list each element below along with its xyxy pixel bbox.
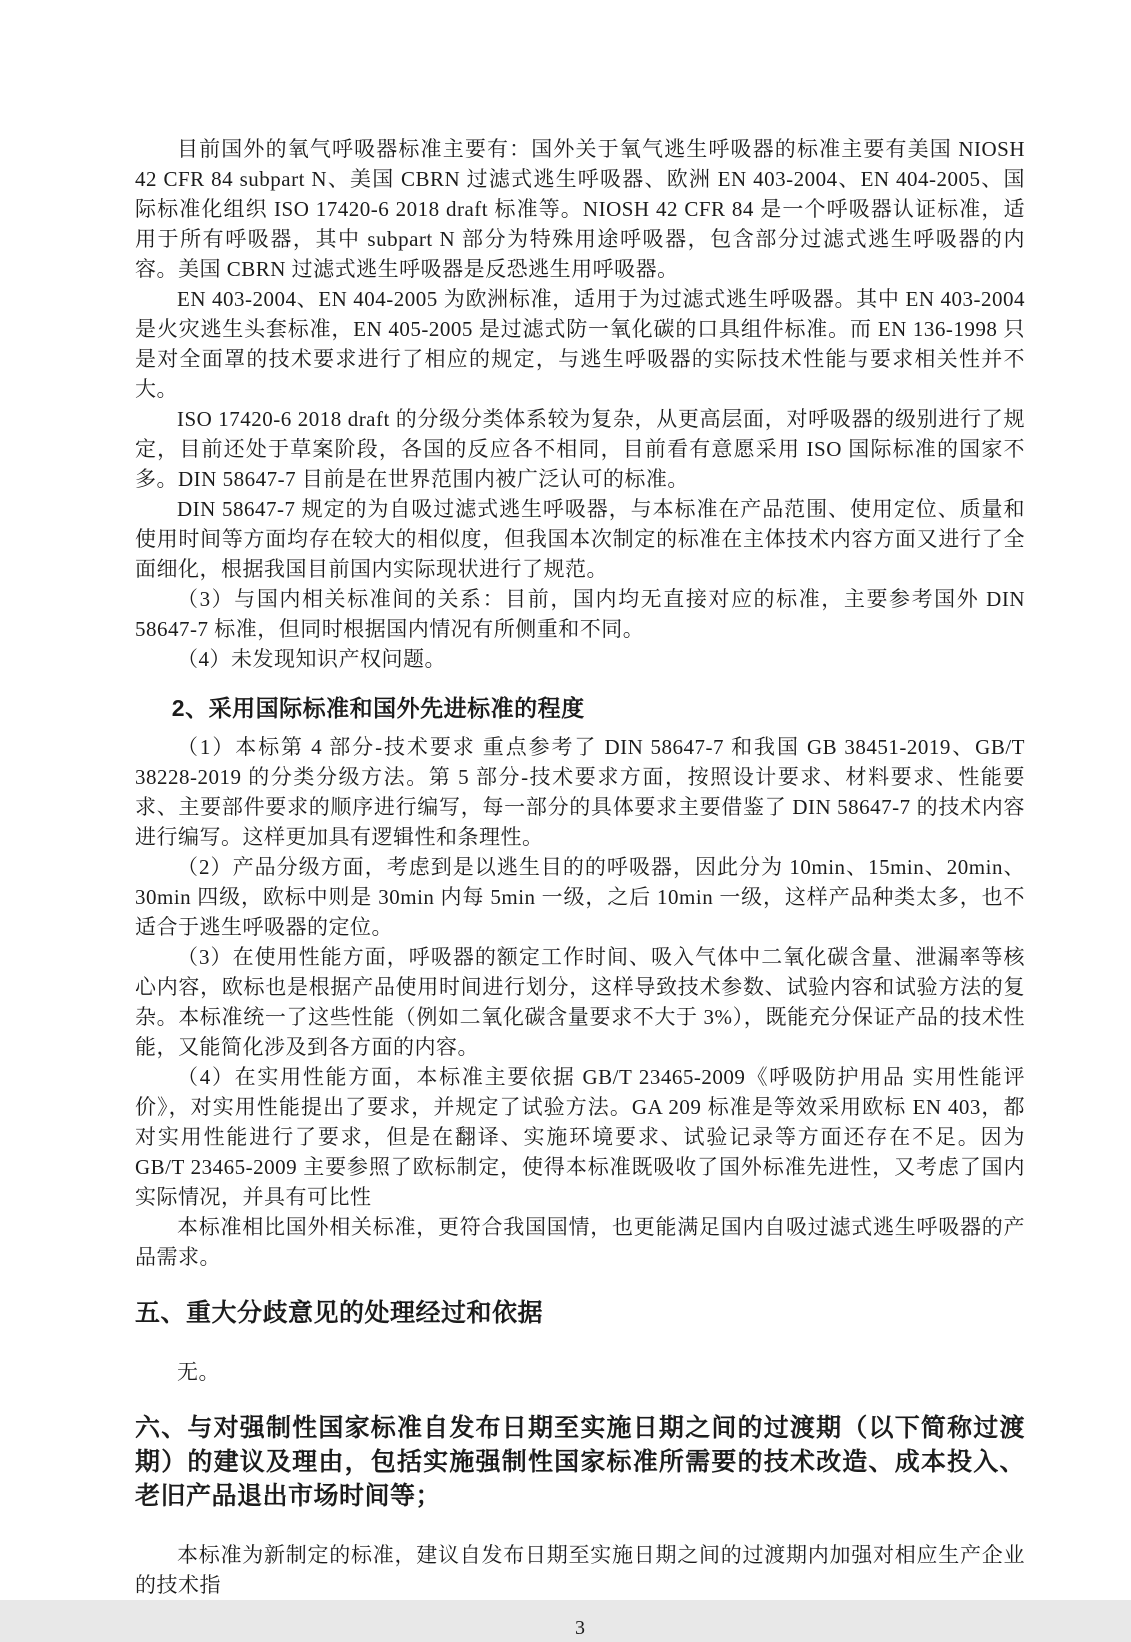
paragraph: DIN 58647-7 规定的为自吸过滤式逃生呼吸器，与本标准在产品范围、使用定位、质量和使用时间等方面均存在较大的相似度，但我国本次制定的标准在主体技术内容方面又进行了全面细化，根据我国目前国内实际现状进行了规范。 xyxy=(135,497,1025,581)
paragraph: （4）在实用性能方面，本标准主要依据 GB/T 23465-2009《呼吸防护用品 实用性能评价》，对实用性能提出了要求，并规定了试验方法。GA 209 标准是等效采用欧标 EN 403，都对实用性能进行了要求，但是在翻译、实施环境要求、试验记录等方面还存在不足。因为 GB/T 23465-2009 主要参照了欧标制定，使得本标准既吸收了国外标准先进性，又考虑了国内实际情况，并具有可比性 xyxy=(135,1065,1025,1209)
paragraph: 无。 xyxy=(177,1360,220,1384)
section-heading: 五、重大分歧意见的处理经过和依据 xyxy=(135,1299,544,1327)
paragraph: EN 403-2004、EN 404-2005 为欧洲标准，适用于为过滤式逃生呼吸器。其中 EN 403-2004 是火灾逃生头套标准，EN 405-2005 是过滤式防一氧化碳的口具组件标准。而 EN 136-1998 只是对全面罩的技术要求进行了相应的规定，与逃生呼吸器的实际技术性能与要求相关性并不大。 xyxy=(135,287,1025,401)
paragraph: （4）未发现知识产权问题。 xyxy=(177,647,446,671)
paragraph: （3）在使用性能方面，呼吸器的额定工作时间、吸入气体中二氧化碳含量、泄漏率等核心内容，欧标也是根据产品使用时间进行划分，这样导致技术参数、试验内容和试验方法的复杂。本标准统一了这些性能（例如二氧化碳含量要求不大于 3%），既能充分保证产品的技术性能，又能简化涉及到各方面的内容。 xyxy=(135,945,1025,1059)
paragraph: 目前国外的氧气呼吸器标准主要有：国外关于氧气逃生呼吸器的标准主要有美国 NIOSH 42 CFR 84 subpart N、美国 CBRN 过滤式逃生呼吸器、欧洲 EN 403-2004、EN 404-2005、国际标准化组织 ISO 17420-6 2018 draft 标准等。NIOSH 42 CFR 84 是一个呼吸器认证标准，适用于所有呼吸器，其中 subpart N 部分为特殊用途呼吸器，包含部分过滤式逃生呼吸器的内容。美国 CBRN 过滤式逃生呼吸器是反恐逃生用呼吸器。 xyxy=(135,137,1025,281)
paragraph: 本标准相比国外相关标准，更符合我国国情，也更能满足国内自吸过滤式逃生呼吸器的产品需求。 xyxy=(135,1215,1025,1269)
paragraph: ISO 17420-6 2018 draft 的分级分类体系较为复杂，从更高层面，对呼吸器的级别进行了规定，目前还处于草案阶段，各国的反应各不相同，目前看有意愿采用 ISO 国际标准的国家不多。DIN 58647-7 目前是在世界范围内被广泛认可的标准。 xyxy=(135,407,1025,491)
page-number: 3 xyxy=(575,1617,585,1639)
section-heading: 六、与对强制性国家标准自发布日期至实施日期之间的过渡期（以下简称过渡期）的建议及理由，包括实施强制性国家标准所需要的技术改造、成本投入、老旧产品退出市场时间等； xyxy=(135,1414,1025,1510)
paragraph: （2）产品分级方面，考虑到是以逃生目的的呼吸器，因此分为 10min、15min、20min、30min 四级，欧标中则是 30min 内每 5min 一级，之后 10min 一级，这样产品种类太多，也不适合于逃生呼吸器的定位。 xyxy=(135,855,1025,939)
paragraph: 本标准为新制定的标准，建议自发布日期至实施日期之间的过渡期内加强对相应生产企业的技术指 xyxy=(135,1543,1025,1597)
document-body xyxy=(135,134,1025,1600)
paragraph: （3）与国内相关标准间的关系：目前，国内均无直接对应的标准，主要参考国外 DIN 58647-7 标准，但同时根据国内情况有所侧重和不同。 xyxy=(135,587,1025,641)
sub-section-heading: 2、采用国际标准和国外先进标准的程度 xyxy=(171,695,585,721)
paragraph: （1）本标第 4 部分-技术要求 重点参考了 DIN 58647-7 和我国 GB 38451-2019、GB/T 38228-2019 的分类分级方法。第 5 部分-技术要求方面，按照设计要求、材料要求、性能要求、主要部件要求的顺序进行编写，每一部分的具体要求主要借鉴了 DIN 58647-7 的技术内容进行编写。这样更加具有逻辑性和条理性。 xyxy=(135,735,1025,849)
